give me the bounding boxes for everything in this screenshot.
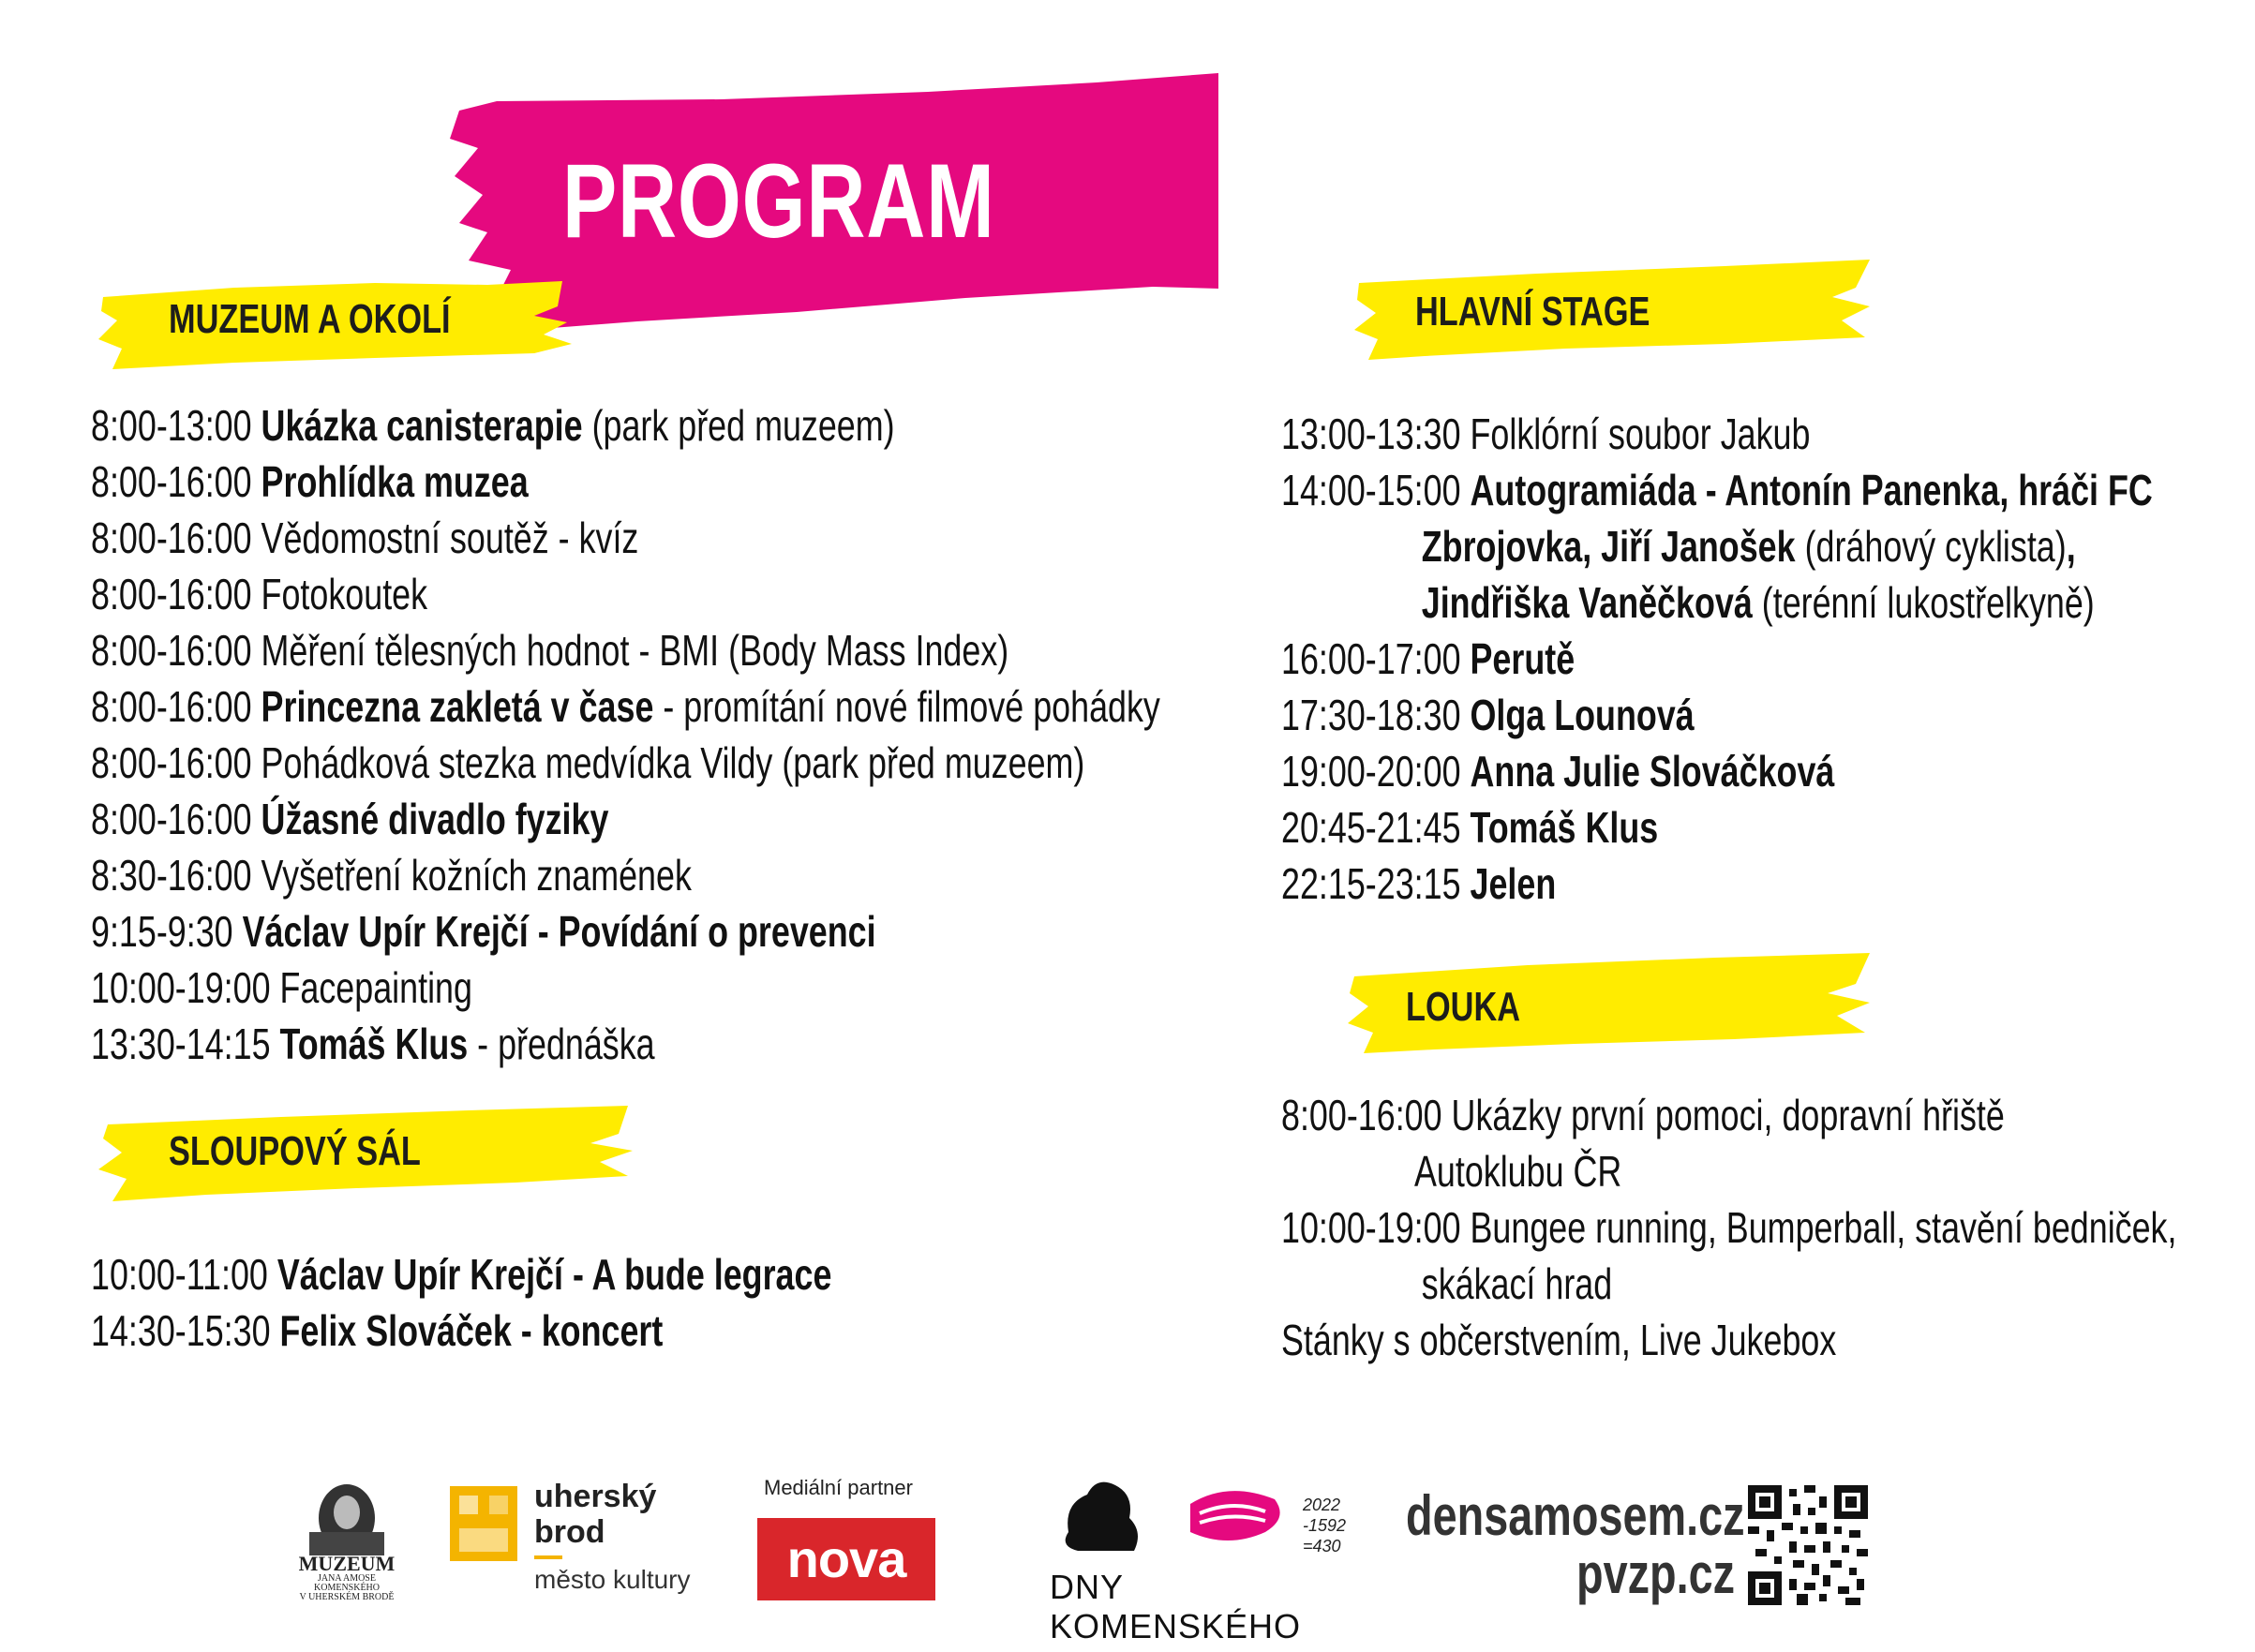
list-item: 20:45-21:45 Tomáš Klus	[1281, 803, 1659, 852]
list-item: 8:00-16:00 Úžasné divadlo fyziky	[91, 795, 609, 843]
list-item: 13:00-13:30 Folklórní soubor Jakub	[1281, 409, 1811, 458]
sloupovy-list	[91, 1246, 1040, 1359]
heading-hlavni-text: HLAVNÍ STAGE	[1415, 289, 1650, 335]
list-item: Stánky s občerstvením, Live Jukebox	[1281, 1316, 1837, 1364]
list-item-continuation: Autoklubu ČR	[1413, 1147, 1622, 1196]
portrait-icon	[291, 1481, 403, 1555]
muzeum-list	[91, 397, 1462, 1072]
heading-sloupovy-text: SLOUPOVÝ SÁL	[169, 1128, 421, 1174]
list-item: 8:00-16:00 Vědomostní soutěž - kvíz	[91, 513, 639, 562]
dny-komenskeho-text: DNY KOMENSKÉHO	[1050, 1568, 1302, 1645]
list-item: 8:00-16:00 Pohádková stezka medvídka Vildy (park před muzeem)	[91, 738, 1085, 787]
website-densamosem[interactable]: densamosem.cz	[1406, 1484, 1745, 1547]
list-item: 14:30-15:30 Felix Slováček - koncert	[91, 1306, 664, 1355]
comenius-book-icon	[1059, 1476, 1303, 1560]
list-item: 8:00-16:00 Ukázky první pomoci, dopravní hřiště	[1281, 1091, 2005, 1139]
list-item-continuation: Zbrojovka, Jiří Janošek (dráhový cyklista),	[1421, 522, 2076, 571]
media-partner-label: Mediální partner	[764, 1476, 913, 1499]
list-item: 9:15-9:30 Václav Upír Krejčí - Povídání o prevenci	[91, 907, 876, 956]
hlavni-list	[1281, 406, 2255, 912]
ub-accent-bar	[534, 1555, 562, 1559]
nova-logo-text: nova	[786, 1529, 906, 1588]
list-item: 17:30-18:30 Olga Lounová	[1281, 691, 1695, 739]
heading-hlavni	[1350, 255, 1874, 372]
list-item: 8:00-16:00 Prohlídka muzea	[91, 457, 529, 506]
heading-louka	[1340, 948, 1874, 1065]
uhersky-brod-logo	[450, 1479, 722, 1610]
list-item-continuation: Jindřiška Vaněčková (terénní lukostřelkyně)	[1421, 578, 2095, 627]
list-item: 10:00-11:00 Václav Upír Krejčí - A bude legrace	[91, 1250, 832, 1299]
date-line: 2022	[1303, 1496, 1341, 1514]
list-item: 8:00-13:00 Ukázka canisterapie (park před muzeem)	[91, 401, 895, 450]
muzeum-logo-line3: KOMENSKÉHO	[314, 1583, 380, 1593]
dny-dates	[1303, 1495, 1346, 1556]
ub-emblem-icon	[450, 1486, 517, 1561]
nova-logo	[757, 1518, 935, 1600]
website-pvzp[interactable]: pvzp.cz	[1576, 1542, 1736, 1605]
muzeum-logo-line1: MUZEUM	[298, 1552, 396, 1575]
muzeum-logo-line4: V UHERSKÉM BRODĚ	[299, 1592, 395, 1602]
heading-sloupovy	[94, 1096, 637, 1209]
list-item: 16:00-17:00 Perutě	[1281, 634, 1576, 683]
heading-louka-text: LOUKA	[1406, 984, 1521, 1030]
page-title: PROGRAM	[562, 142, 995, 260]
ub-line1: uherský	[534, 1479, 657, 1514]
date-line: =430	[1303, 1537, 1341, 1555]
list-item: 10:00-19:00 Bungee running, Bumperball, stavění bedniček,	[1281, 1203, 2177, 1252]
list-item: 13:30-14:15 Tomáš Klus - přednáška	[91, 1019, 655, 1068]
list-item: 8:00-16:00 Princezna zakletá v čase - promítání nové filmové pohádky	[91, 682, 1160, 731]
list-item: 8:30-16:00 Vyšetření kožních znamének	[91, 851, 692, 900]
list-item: 8:00-16:00 Fotokoutek	[91, 570, 428, 618]
ub-line2: brod	[534, 1514, 605, 1550]
heading-muzeum	[94, 264, 581, 377]
list-item: 14:00-15:00 Autogramiáda - Antonín Panenka, hráči FC	[1281, 466, 2153, 514]
list-item: 10:00-19:00 Facepainting	[91, 963, 472, 1012]
heading-muzeum-text: MUZEUM A OKOLÍ	[169, 296, 451, 342]
list-item: 22:15-23:15 Jelen	[1281, 859, 1557, 908]
list-item-continuation: skákací hrad	[1421, 1259, 1613, 1308]
qr-code-icon[interactable]	[1748, 1485, 1868, 1605]
dny-komenskeho-logo	[1050, 1476, 1368, 1645]
muzeum-logo-line2: JANA AMOSE	[318, 1573, 376, 1584]
muzeum-logo	[291, 1481, 403, 1602]
date-line: -1592	[1303, 1516, 1347, 1535]
list-item: 8:00-16:00 Měření tělesných hodnot - BMI (Body Mass Index)	[91, 626, 1009, 675]
ub-subtitle: město kultury	[534, 1565, 691, 1594]
louka-list	[1281, 1087, 2255, 1368]
list-item: 19:00-20:00 Anna Julie Slováčková	[1281, 747, 1835, 796]
